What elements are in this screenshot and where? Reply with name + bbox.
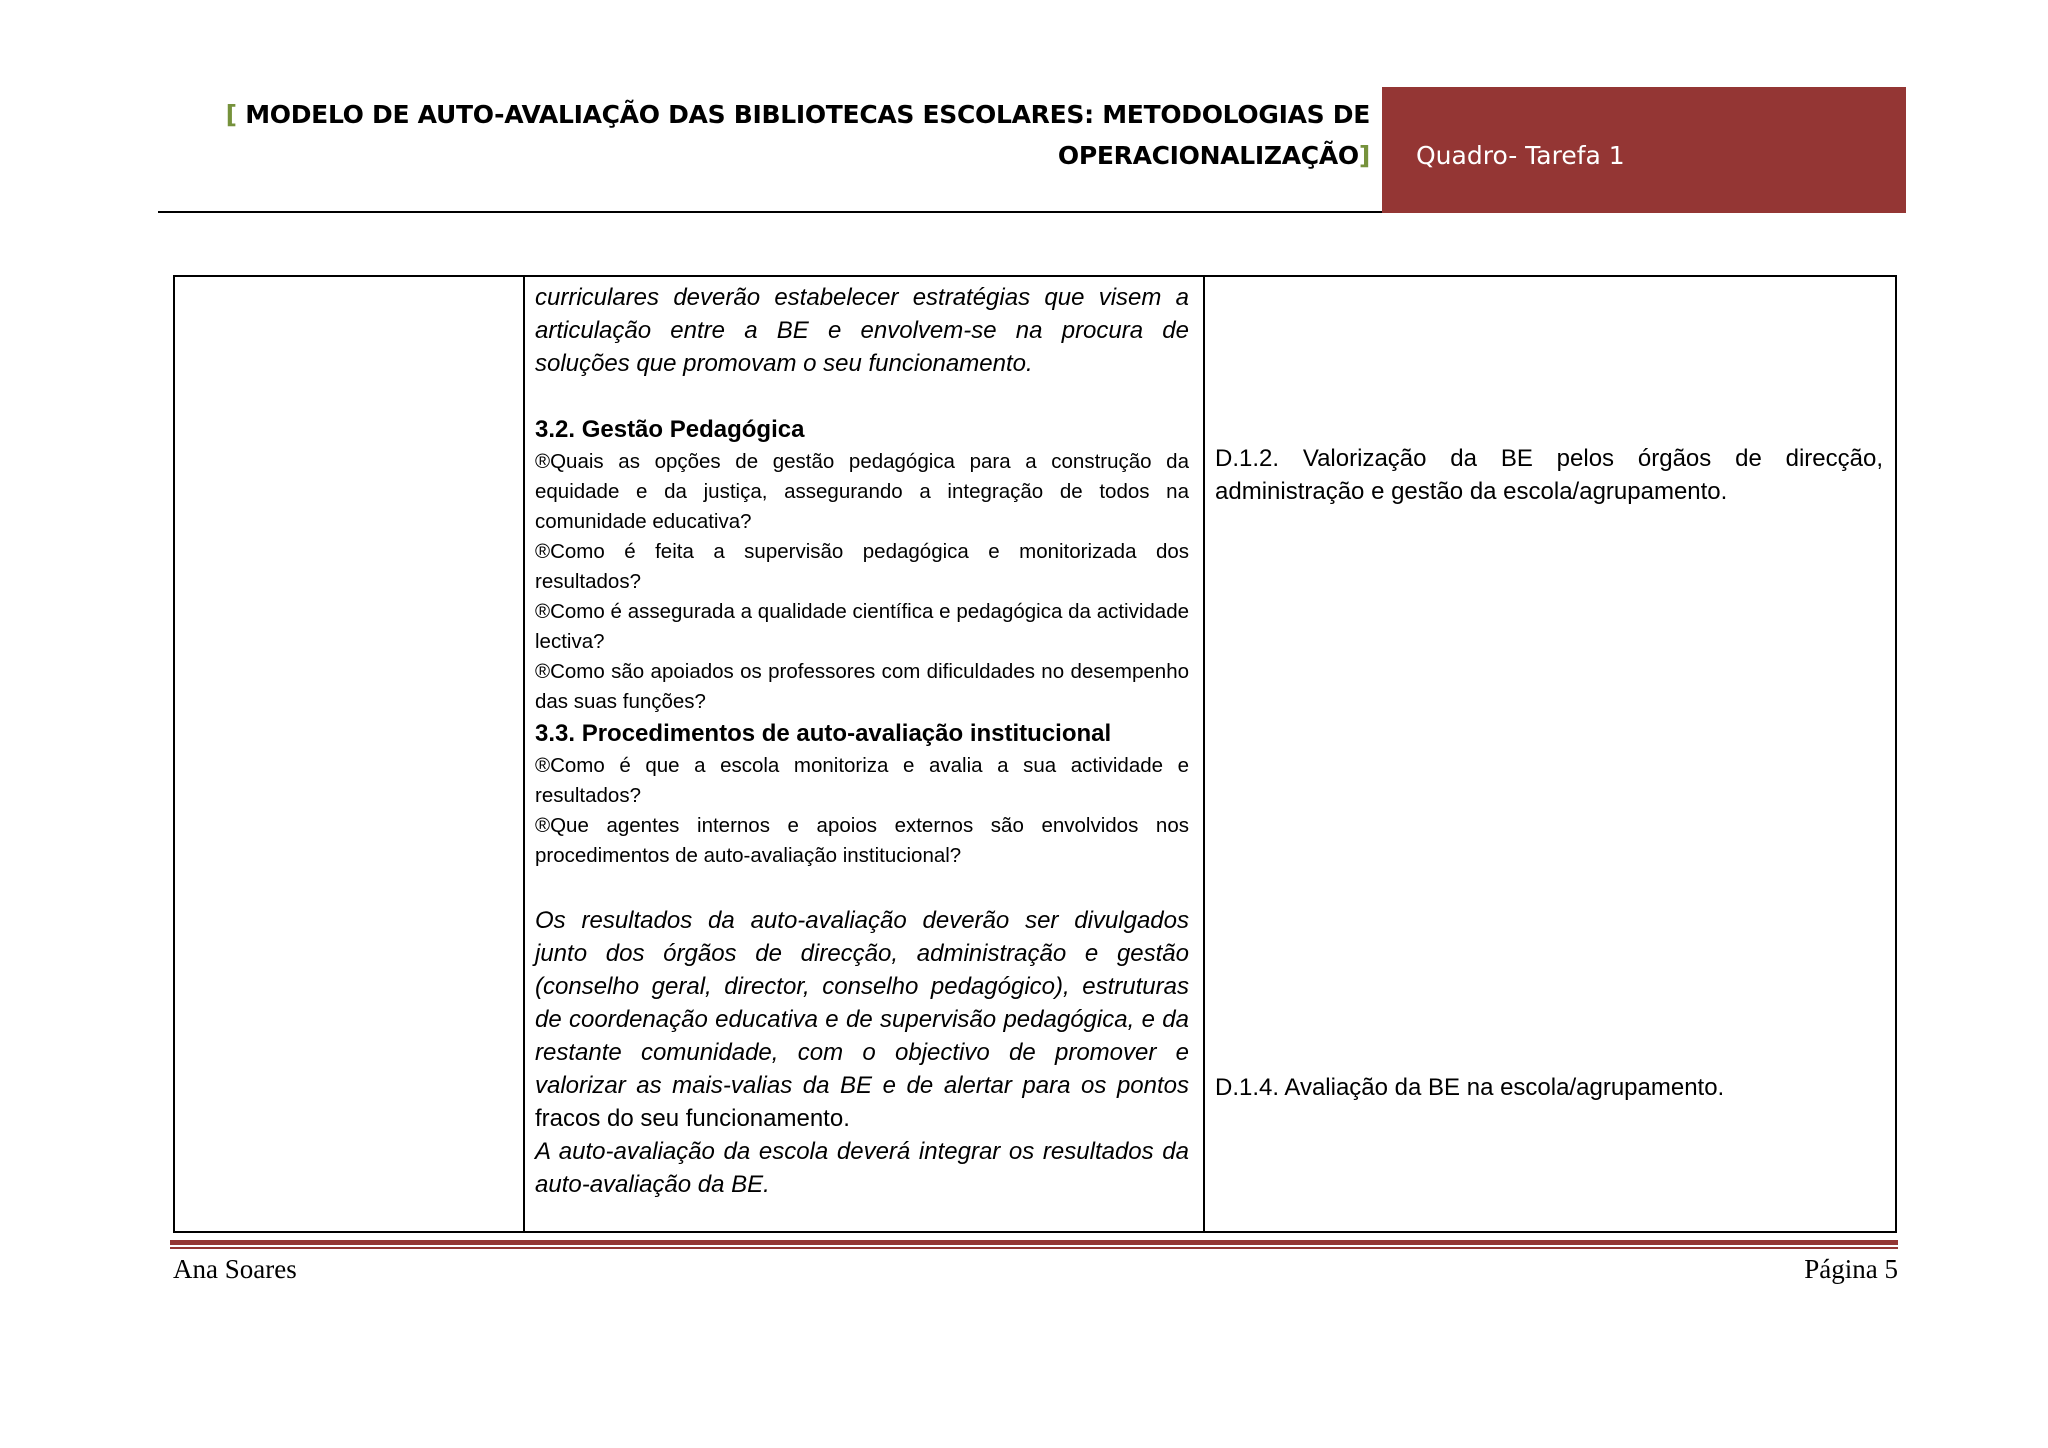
question-item: ®Como é feita a supervisão pedagógica e monitorizada dos resultados?	[535, 540, 1189, 593]
results-paragraph	[535, 904, 1189, 1135]
header-title-line1: MODELO DE AUTO-AVALIAÇÃO DAS BIBLIOTECAS ESCOLARES: METODOLOGIAS DE	[245, 100, 1370, 129]
criterion-d14: D.1.4. Avaliação da BE na escola/agrupamento.	[1215, 1074, 1725, 1101]
results-italic-text: Os resultados da auto-avaliação deverão ser divulgados junto dos órgãos de direcção, administração e gestão (conselho geral, director, conselho pedagógico), estruturas de coordenação educativa e de supervisão pedagógica, e da restante comunidade, com o objectivo de promover e valorizar as mais-valias da BE e de alertar para os pontos	[535, 907, 1189, 1099]
table-column-divider-1	[523, 277, 525, 1231]
closing-italic-text: A auto-avaliação da escola deverá integrar os resultados da auto-avaliação da BE.	[535, 1138, 1189, 1198]
criterion-d12: D.1.2. Valorização da BE pelos órgãos de direcção, administração e gestão da escola/agrupamento.	[1215, 445, 1883, 505]
table-middle-column	[535, 281, 1189, 1201]
document-header-title	[200, 94, 1370, 176]
header-box-label: Quadro- Tarefa 1	[1416, 141, 1625, 170]
header-open-bracket: [	[225, 100, 237, 129]
question-item: ®Como são apoiados os professores com dificuldades no desempenho das suas funções?	[535, 660, 1189, 713]
header-label-box	[1382, 87, 1906, 213]
header-title-line2: OPERACIONALIZAÇÃO	[1057, 141, 1359, 170]
section-heading-gestao-pedagogica: 3.2. Gestão Pedagógica	[535, 416, 805, 443]
results-regular-text: fracos do seu funcionamento.	[535, 1105, 850, 1132]
header-close-bracket: ]	[1358, 141, 1370, 170]
section-heading-auto-avaliacao: 3.3. Procedimentos de auto-avaliação institucional	[535, 720, 1112, 747]
footer-rule-thin	[170, 1247, 1898, 1249]
footer-page-number: Página 5	[1804, 1254, 1898, 1284]
content-table	[173, 275, 1897, 1233]
footer-author: Ana Soares	[173, 1254, 297, 1284]
question-item: ®Como é assegurada a qualidade científica e pedagógica da actividade lectiva?	[535, 600, 1189, 653]
header-rule	[158, 211, 1382, 213]
question-item: ®Que agentes internos e apoios externos são envolvidos nos procedimentos de auto-avaliação institucional?	[535, 814, 1189, 867]
intro-italic-text: curriculares deverão estabelecer estratégias que visem a articulação entre a BE e envolvem-se na procura de soluções que promovam o seu funcionamento.	[535, 284, 1189, 377]
table-column-divider-2	[1203, 277, 1205, 1231]
question-item: ®Quais as opções de gestão pedagógica para a construção da equidade e da justiça, assegurando a integração de todos na comunidade educativa?	[535, 450, 1189, 533]
question-item: ®Como é que a escola monitoriza e avalia a sua actividade e resultados?	[535, 754, 1189, 807]
footer-rule-thick	[170, 1240, 1898, 1245]
